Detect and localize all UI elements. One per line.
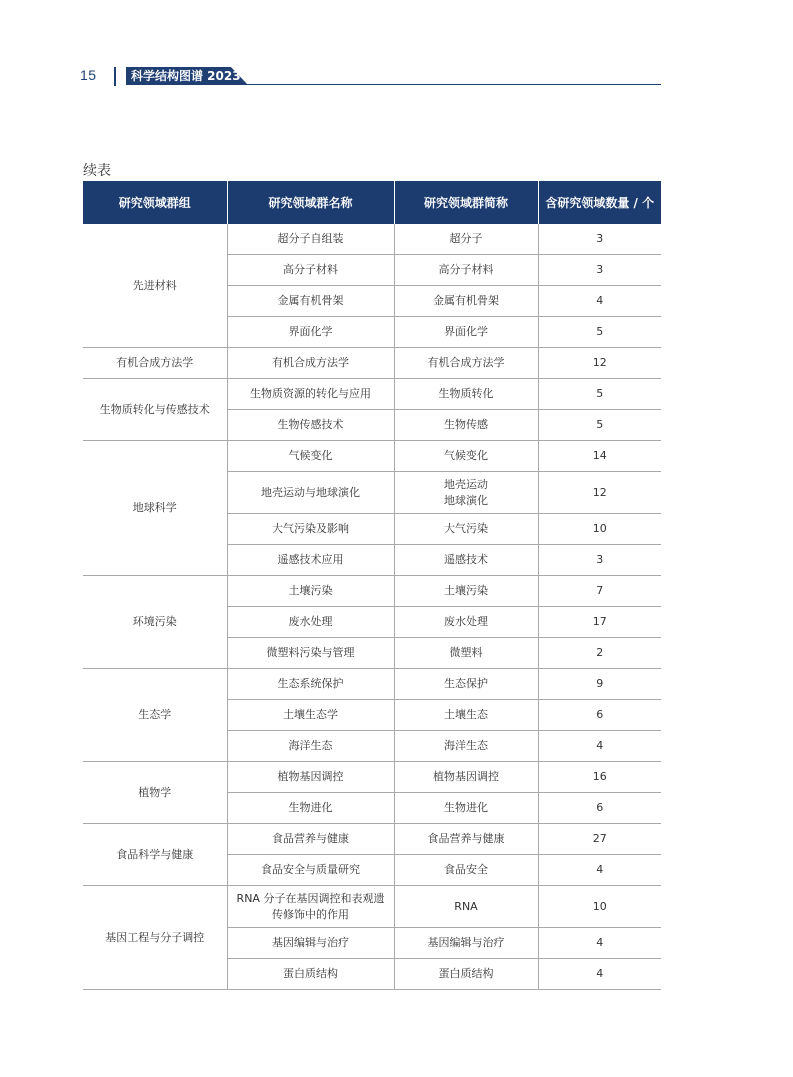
count-cell: 9 xyxy=(538,669,661,700)
full-name-cell: 生态系统保护 xyxy=(227,669,394,700)
table-row xyxy=(83,348,661,379)
header-divider xyxy=(114,67,116,86)
short-name-cell: 高分子材料 xyxy=(394,255,538,286)
count-cell: 5 xyxy=(538,410,661,441)
short-name-cell: 土壤生态 xyxy=(394,700,538,731)
count-cell: 10 xyxy=(538,886,661,928)
short-name-cell: 植物基因调控 xyxy=(394,762,538,793)
short-name-cell: 生物质转化 xyxy=(394,379,538,410)
count-cell: 3 xyxy=(538,224,661,255)
count-cell: 14 xyxy=(538,441,661,472)
count-cell: 27 xyxy=(538,824,661,855)
full-name-cell: 界面化学 xyxy=(227,317,394,348)
count-cell: 3 xyxy=(538,255,661,286)
group-name-cell: 生态学 xyxy=(83,669,227,762)
short-name-cell: 食品安全 xyxy=(394,855,538,886)
count-cell: 6 xyxy=(538,700,661,731)
full-name-cell: 土壤污染 xyxy=(227,576,394,607)
count-cell: 17 xyxy=(538,607,661,638)
short-name-cell: RNA xyxy=(394,886,538,928)
full-name-cell: 遥感技术应用 xyxy=(227,545,394,576)
full-name-cell: 金属有机骨架 xyxy=(227,286,394,317)
full-name-cell: 有机合成方法学 xyxy=(227,348,394,379)
count-cell: 5 xyxy=(538,379,661,410)
group-name-cell: 地球科学 xyxy=(83,441,227,576)
short-name-cell: 超分子 xyxy=(394,224,538,255)
column-header-group: 研究领域群组 xyxy=(83,181,227,224)
table-row xyxy=(83,224,661,255)
full-name-cell: 生物传感技术 xyxy=(227,410,394,441)
table-row xyxy=(83,379,661,410)
table-row xyxy=(83,886,661,928)
full-name-cell: 食品营养与健康 xyxy=(227,824,394,855)
full-name-cell: 生物质资源的转化与应用 xyxy=(227,379,394,410)
group-name-cell: 有机合成方法学 xyxy=(83,348,227,379)
table-row xyxy=(83,762,661,793)
full-name-cell: 植物基因调控 xyxy=(227,762,394,793)
short-name-cell: 微塑料 xyxy=(394,638,538,669)
full-name-cell: 食品安全与质量研究 xyxy=(227,855,394,886)
short-name-cell: 土壤污染 xyxy=(394,576,538,607)
table-caption: 续表 xyxy=(83,163,111,179)
short-name-cell: 有机合成方法学 xyxy=(394,348,538,379)
count-cell: 4 xyxy=(538,855,661,886)
short-name-cell: 气候变化 xyxy=(394,441,538,472)
full-name-cell: 生物进化 xyxy=(227,793,394,824)
table-row xyxy=(83,824,661,855)
short-name-cell: 生物传感 xyxy=(394,410,538,441)
full-name-cell: 基因编辑与治疗 xyxy=(227,928,394,959)
short-name-cell: 生物进化 xyxy=(394,793,538,824)
column-header-count: 含研究领域数量 / 个 xyxy=(538,181,661,224)
short-name-cell: 生态保护 xyxy=(394,669,538,700)
short-name-cell: 废水处理 xyxy=(394,607,538,638)
count-cell: 2 xyxy=(538,638,661,669)
count-cell: 4 xyxy=(538,731,661,762)
full-name-cell: 土壤生态学 xyxy=(227,700,394,731)
short-name-cell: 金属有机骨架 xyxy=(394,286,538,317)
count-cell: 4 xyxy=(538,286,661,317)
full-name-cell: RNA 分子在基因调控和表观遗 传修饰中的作用 xyxy=(227,886,394,928)
count-cell: 10 xyxy=(538,514,661,545)
count-cell: 16 xyxy=(538,762,661,793)
full-name-cell: 海洋生态 xyxy=(227,731,394,762)
page-header xyxy=(0,0,793,100)
full-name-cell: 蛋白质结构 xyxy=(227,959,394,990)
short-name-cell: 蛋白质结构 xyxy=(394,959,538,990)
table-row xyxy=(83,441,661,472)
short-name-cell: 海洋生态 xyxy=(394,731,538,762)
count-cell: 12 xyxy=(538,348,661,379)
short-name-cell: 界面化学 xyxy=(394,317,538,348)
short-name-cell: 地壳运动 地球演化 xyxy=(394,472,538,514)
count-cell: 5 xyxy=(538,317,661,348)
table-row xyxy=(83,576,661,607)
column-header-full-name: 研究领域群名称 xyxy=(227,181,394,224)
header-rule xyxy=(126,84,661,85)
full-name-cell: 气候变化 xyxy=(227,441,394,472)
count-cell: 4 xyxy=(538,959,661,990)
group-name-cell: 先进材料 xyxy=(83,224,227,348)
count-cell: 3 xyxy=(538,545,661,576)
short-name-cell: 基因编辑与治疗 xyxy=(394,928,538,959)
research-field-table xyxy=(83,181,661,990)
short-name-cell: 遥感技术 xyxy=(394,545,538,576)
full-name-cell: 废水处理 xyxy=(227,607,394,638)
column-header-short-name: 研究领域群简称 xyxy=(394,181,538,224)
full-name-cell: 超分子自组装 xyxy=(227,224,394,255)
publication-title: 科学结构图谱 2023 xyxy=(131,69,241,83)
short-name-cell: 食品营养与健康 xyxy=(394,824,538,855)
count-cell: 12 xyxy=(538,472,661,514)
short-name-cell: 大气污染 xyxy=(394,514,538,545)
count-cell: 7 xyxy=(538,576,661,607)
count-cell: 6 xyxy=(538,793,661,824)
count-cell: 4 xyxy=(538,928,661,959)
group-name-cell: 食品科学与健康 xyxy=(83,824,227,886)
group-name-cell: 植物学 xyxy=(83,762,227,824)
table-header-row xyxy=(83,181,661,224)
page-number: 15 xyxy=(80,67,97,83)
group-name-cell: 环境污染 xyxy=(83,576,227,669)
table-body xyxy=(83,224,661,990)
group-name-cell: 基因工程与分子调控 xyxy=(83,886,227,990)
full-name-cell: 微塑料污染与管理 xyxy=(227,638,394,669)
table-row xyxy=(83,669,661,700)
full-name-cell: 地壳运动与地球演化 xyxy=(227,472,394,514)
full-name-cell: 大气污染及影响 xyxy=(227,514,394,545)
group-name-cell: 生物质转化与传感技术 xyxy=(83,379,227,441)
full-name-cell: 高分子材料 xyxy=(227,255,394,286)
